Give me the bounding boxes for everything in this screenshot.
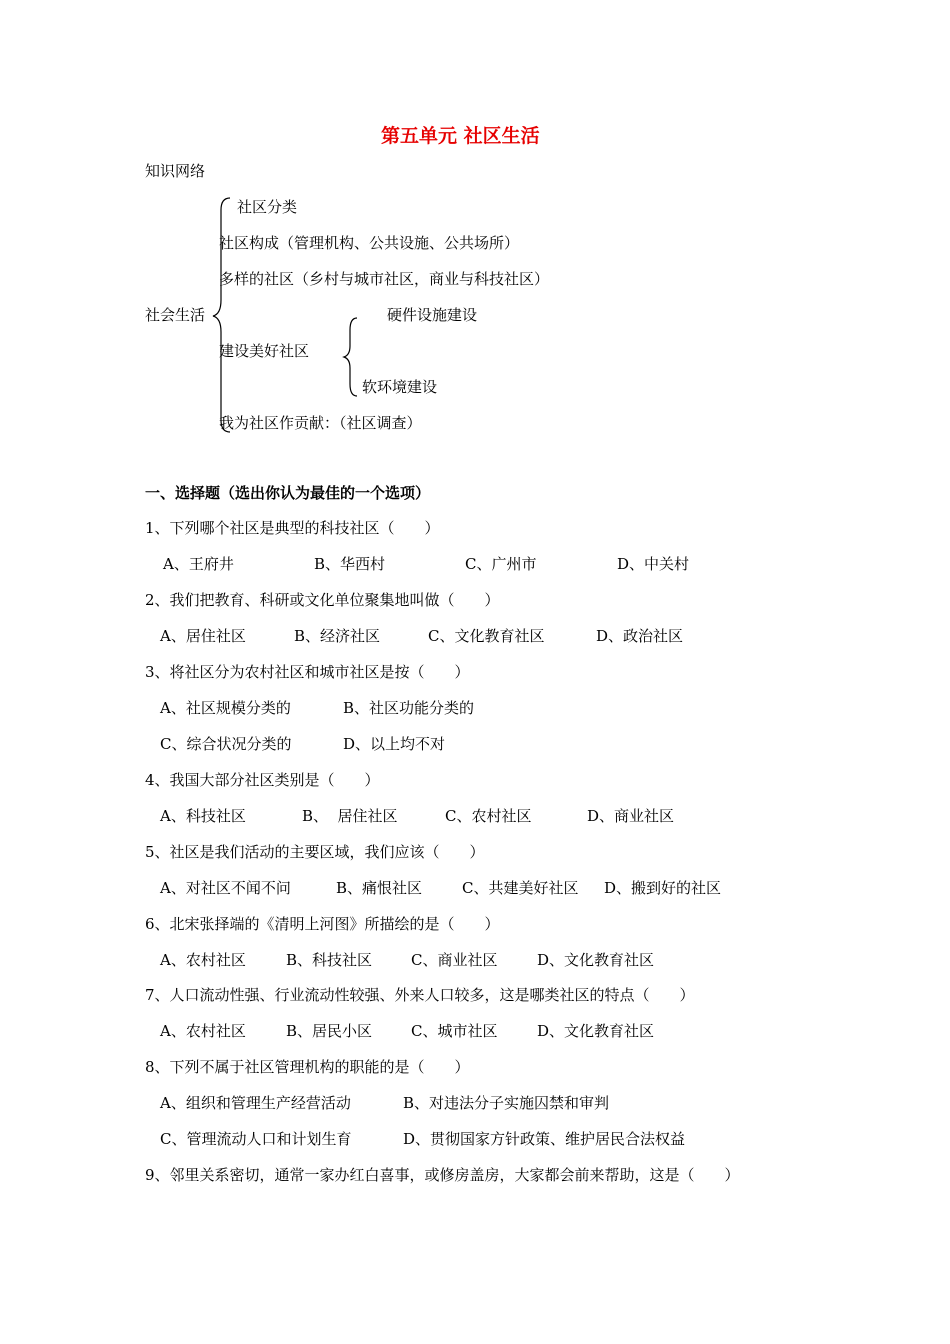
option: A、社区规模分类的	[160, 699, 291, 717]
network-subitem: 软环境建设	[362, 378, 438, 396]
question-text: 8、下列不属于社区管理机构的职能的是（ ）	[145, 1058, 470, 1076]
option: C、商业社区	[411, 951, 498, 969]
option: C、共建美好社区	[462, 879, 579, 897]
option: C、综合状况分类的	[160, 735, 292, 753]
network-item: 社区构成（管理机构、公共设施、公共场所）	[219, 234, 520, 252]
option: B、痛恨社区	[336, 879, 423, 897]
option: B、 居住社区	[302, 807, 398, 825]
option: D、商业社区	[587, 807, 675, 825]
option: B、居民小区	[286, 1022, 373, 1040]
option: D、以上均不对	[343, 735, 446, 753]
network-item: 我为社区作贡献：（社区调查）	[219, 414, 422, 432]
option: C、管理流动人口和计划生育	[160, 1130, 352, 1148]
option: A、组织和管理生产经营活动	[160, 1094, 351, 1112]
option: D、政治社区	[596, 627, 684, 645]
question-text: 7、人口流动性强、行业流动性较强、外来人口较多，这是哪类社区的特点（ ）	[145, 986, 695, 1004]
section-heading: 一、选择题（选出你认为最佳的一个选项）	[145, 484, 431, 502]
question-text: 2、我们把教育、科研或文化单位聚集地叫做（ ）	[145, 591, 500, 609]
option: B、经济社区	[294, 627, 381, 645]
question-text: 1、下列哪个社区是典型的科技社区（ ）	[145, 519, 440, 537]
question-text: 4、我国大部分社区类别是（ ）	[145, 771, 380, 789]
page-title: 第五单元 社区生活	[381, 125, 540, 147]
option: B、社区功能分类的	[343, 699, 475, 717]
option: A、农村社区	[160, 951, 246, 969]
question-text: 9、邻里关系密切，通常一家办红白喜事，或修房盖房，大家都会前来帮助，这是（ ）	[145, 1166, 740, 1184]
network-item: 建设美好社区	[219, 342, 310, 360]
option: A、王府井	[163, 555, 234, 573]
option: B、科技社区	[286, 951, 373, 969]
option: A、居住社区	[160, 627, 246, 645]
question-text: 6、北宋张择端的《清明上河图》所描绘的是（ ）	[145, 915, 500, 933]
option: C、城市社区	[411, 1022, 498, 1040]
option: C、农村社区	[445, 807, 532, 825]
network-root: 社会生活	[145, 306, 206, 324]
option: A、科技社区	[160, 807, 246, 825]
option: D、文化教育社区	[537, 1022, 655, 1040]
question-text: 3、将社区分为农村社区和城市社区是按（ ）	[145, 663, 470, 681]
network-heading: 知识网络	[145, 162, 206, 180]
option: C、文化教育社区	[428, 627, 545, 645]
option: D、文化教育社区	[537, 951, 655, 969]
option: D、搬到好的社区	[604, 879, 722, 897]
option: A、对社区不闻不问	[160, 879, 291, 897]
option: C、广州市	[465, 555, 537, 573]
network-item: 多样的社区（乡村与城市社区，商业与科技社区）	[219, 270, 550, 288]
question-text: 5、社区是我们活动的主要区域，我们应该（ ）	[145, 843, 485, 861]
option: D、贯彻国家方针政策、维护居民合法权益	[403, 1130, 686, 1148]
option: A、农村社区	[160, 1022, 246, 1040]
option: D、中关村	[617, 555, 690, 573]
network-subitem: 硬件设施建设	[387, 306, 478, 324]
option: B、对违法分子实施囚禁和审判	[403, 1094, 610, 1112]
sub-brace	[344, 318, 357, 396]
network-item: 社区分类	[237, 198, 298, 216]
option: B、华西村	[314, 555, 386, 573]
